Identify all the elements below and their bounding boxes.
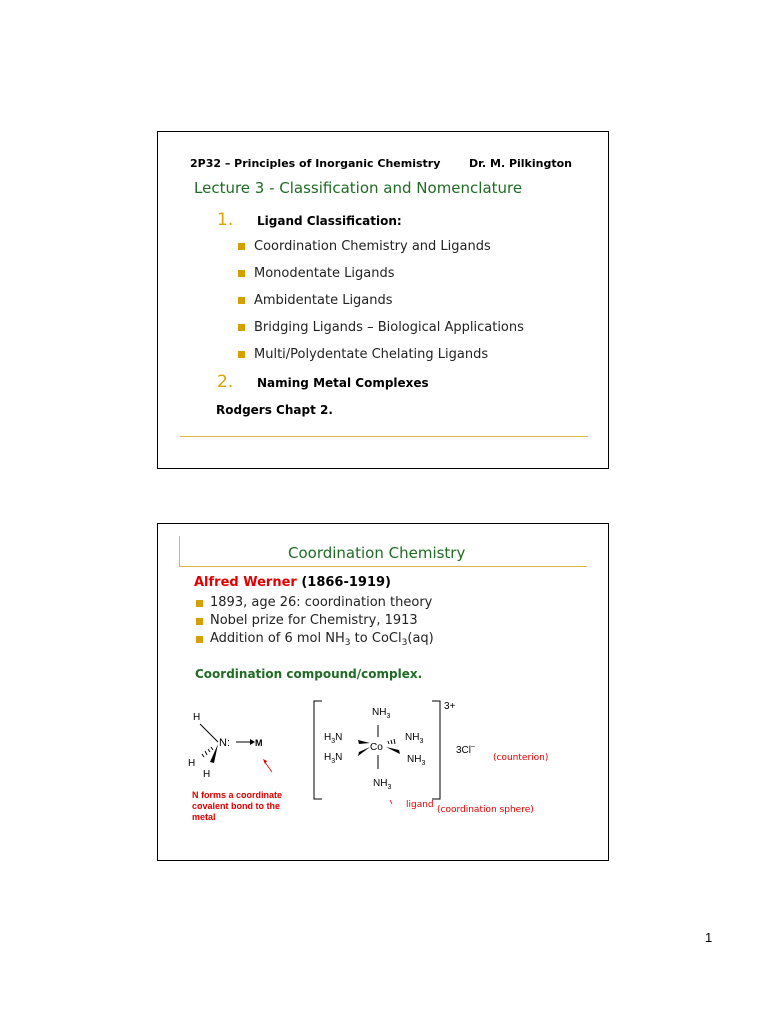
- bullet-square-icon: [238, 324, 245, 331]
- section-2-label: Naming Metal Complexes: [257, 376, 429, 390]
- list-item: Multi/Polydentate Chelating Ligands: [254, 347, 489, 362]
- bullet-square-icon: [238, 243, 245, 250]
- ligand-h3n-upper-left: $H_3N$: [324, 732, 343, 745]
- list-item: Bridging Ligands – Biological Applications: [254, 320, 524, 335]
- atom-h: H: [193, 712, 201, 723]
- cobalt-center: Co: [370, 742, 383, 753]
- werner-years: (1866-1919): [301, 575, 392, 590]
- atom-n: N:: [219, 737, 230, 749]
- atom-h: H: [188, 758, 196, 769]
- ligand-nh3-bottom: $NH_3$: [373, 778, 392, 791]
- section-2-number: 2.: [217, 372, 234, 392]
- instructor-name: Dr. M. Pilkington: [469, 157, 572, 170]
- bullet-square-icon: [238, 270, 245, 277]
- course-title: 2P32 – Principles of Inorganic Chemistry: [190, 157, 441, 170]
- gold-vertical-rule: [179, 536, 180, 566]
- slide-subtitle: Coordination compound/complex.: [195, 667, 423, 681]
- ligand-h3n-lower-left: $H_3N$: [324, 752, 343, 765]
- list-item: 1893, age 26: coordination theory: [210, 595, 433, 610]
- werner-name: Alfred Werner: [194, 575, 297, 590]
- slide-1: [157, 131, 609, 469]
- complex-charge: 3+: [444, 701, 456, 712]
- gold-divider: [179, 566, 587, 567]
- slide-title: Coordination Chemistry: [288, 544, 466, 562]
- lecture-title: Lecture 3 - Classification and Nomenclature: [194, 179, 523, 197]
- bullet-square-icon: [196, 600, 203, 607]
- ligand-nh3-upper-right: $NH_3$: [405, 732, 424, 745]
- metal-m: M: [255, 738, 263, 748]
- ligand-nh3-lower-right: $NH_3$: [407, 754, 426, 767]
- bullet-square-icon: [238, 351, 245, 358]
- list-item: Monodentate Ligands: [254, 266, 395, 281]
- atom-h: H: [203, 769, 211, 780]
- slide-2: [157, 523, 609, 861]
- counterion-formula: 3Cl–: [456, 743, 475, 756]
- list-item: Ambidentate Ligands: [254, 293, 393, 308]
- list-item: Coordination Chemistry and Ligands: [254, 239, 491, 254]
- bullet-square-icon: [196, 618, 203, 625]
- coordinate-bond-note: N forms a coordinate covalent bond to the metal: [192, 790, 283, 822]
- section-1-label: Ligand Classification:: [257, 214, 402, 228]
- section-1-number: 1.: [217, 210, 234, 230]
- reference-text: Rodgers Chapt 2.: [216, 403, 333, 417]
- bullet-square-icon: [196, 636, 203, 643]
- page-number: 1: [705, 930, 713, 945]
- ligand-label: ligand: [406, 800, 434, 810]
- list-item: Addition of 6 mol $NH_3$ to CoCl$_3$(aq): [210, 631, 434, 648]
- gold-divider: [180, 436, 588, 437]
- ammonia-bonds-svg: [188, 714, 298, 789]
- ligand-nh3-top: $NH_3$: [372, 707, 391, 720]
- coordination-sphere-label: (coordination sphere): [437, 805, 534, 815]
- counterion-label: (counterion): [493, 753, 549, 763]
- list-item: Nobel prize for Chemistry, 1913: [210, 613, 418, 628]
- bullet-square-icon: [238, 297, 245, 304]
